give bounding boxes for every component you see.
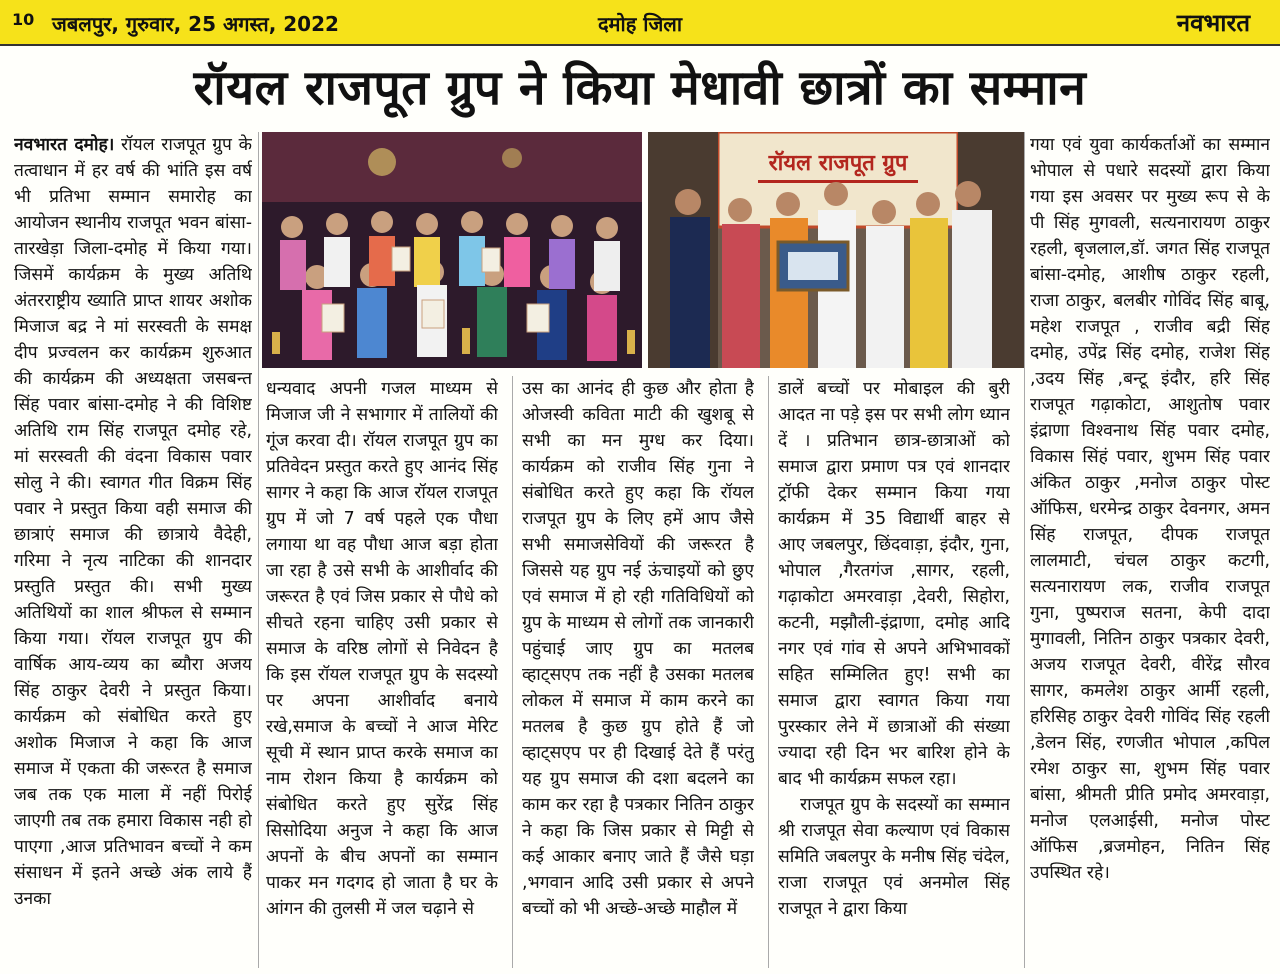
guests-photo-icon [648, 132, 1024, 368]
column-5-text: गया एवं युवा कार्यकर्ताओं का सम्मान भोपाल से पधारे सदस्यों द्वारा किया गया इस अवसर पर मुख्य रूप से के पी सिंह मुगवली, सत्यनारायण ठाकुर रहली, बृजलाल,डॉ. जगत सिंह राजपूत बांसा-दमोह, आशीष ठाकुर रहली, राजा ठाकुर, बलबीर गोविंद सिंह बाबू, महेश राजपूत , राजीव बद्री सिंह दमोह, उपेंद्र सिंह दमोह, राजेश सिंह ,उदय सिंह ,बन्टू इंदौर, हरि सिंह राजपूत गढ़ाकोटा, आशुतोष पवार इंद्राणा विश्वनाथ सिंह पवार दमोह, विकास सिंहं पवार, शुभम सिंह पवार अंकित ठाकुर ,मनोज ठाकुर पोस्ट ऑफिस, धरमेन्द्र ठाकुर देवनगर, अमन सिंह राजपूत, दीपक राजपूत लालमाटी, चंचल ठाकुर कटगी, सत्यनारायण लक, राजीव राजपूत गुना, पुष्पराज सतना, केपी दादा मुगावली, नितिन ठाकुर पत्रकार देवरी, अजय राजपूत देवरी, वीरेंद्र सौरव सागर, कमलेश ठाकुर आर्मी रहली, हरिसिह ठाकुर देवरी गोविंद सिंह रहली ,डेलन सिंह, रणजीत भोपाल ,कपिल रमेश ठाकुर सा, शुभम सिंह पवार बांसा, श्रीमती प्रीति प्रमोद अमरवाड़ा, मनोज एलआईसी, मनोज पोस्ट ऑफिस ,ब्रजमोहन, नितिन सिंह उपस्थित रहे। [1030, 135, 1270, 883]
column-2-text: धन्यवाद अपनी गजल माध्यम से मिजाज जी ने सभागार में तालियों की गूंज करवा दी। रॉयल राजपूत ग्रुप का प्रतिवेदन प्रस्तुत करते हुए आनंद सिंह सागर ने कहा कि आज रॉयल राजपूत ग्रुप में जो 7 वर्ष पहले एक पौधा लगाया था वह पौधा आज बड़ा होता जा रहा है उसे सभी के आशीर्वाद की जरूरत है एवं जिस प्रकार से पौधे को सीचते रहना चाहिए उसी प्रकार से समाज के वरिष्ठ लोगों से निवेदन है कि इस रॉयल राजपूत ग्रुप के सदस्यो पर अपना आशीर्वाद बनाये रखे,समाज के बच्चों ने आज मेरिट सूची में स्थान प्राप्त करके समाज का नाम रोशन किया है कार्यक्रम को संबोधित करते हुए सुरेंद्र सिंह सिसोदिया अनुज ने कहा कि आज अपनों के बीच अपनों का सम्मान पाकर मन गदगद हो जाता है घर के आंगन की तुलसी में जल चढ़ाने से [266, 379, 498, 919]
column-4-paragraph-2: राजपूत ग्रुप के सदस्यों का सम्मान श्री राजपूत सेवा कल्याण एवं विकास समिति जबलपुर के मनीष सिंह चंदेल, राजा राजपूत एवं अनमोल सिंह राजपूत ने द्वारा किया [778, 795, 1010, 919]
dateline: जबलपुर, गुरुवार, 25 अगस्त, 2022 [52, 12, 339, 36]
page-header [0, 0, 1280, 46]
photo-guests-presenting-memento [648, 132, 1024, 368]
article-column-1 [14, 132, 252, 968]
masthead-logo: नवभारत [1176, 9, 1250, 37]
column-4-text: डालें बच्चों पर मोबाइल की बुरी आदत ना पड़े इस पर सभी लोग ध्यान दें । प्रतिभान छात्र-छात्राओं को समाज द्वारा प्रमाण पत्र एवं शानदार ट्रॉफी देकर सम्मान किया गया कार्यक्रम में 35 विद्यार्थी बाहर से आए जबलपुर, छिंदवाड़ा, इंदौर, गुना, भोपाल ,गैरतगंज ,सागर, रहली, गढ़ाकोटा अमरवाड़ा ,देवरी, सिहोरा, कटनी, मझौली-इंद्राणा, दमोह आदि नगर एवं गांव से अपने अभिभावकों सहित सम्मिलित हुए! सभी का समाज द्वारा स्वागत किया गया पुरस्कार लेने में छात्राओं की संख्या ज्यादा रही दिन भर बारिश होने के बाद भी कार्यक्रम सफल रहा। [778, 379, 1010, 789]
column-rule [1024, 132, 1025, 968]
article-column-5 [1030, 132, 1270, 968]
article-column-2 [266, 376, 498, 968]
column-rule [768, 376, 769, 968]
column-rule [512, 376, 513, 968]
article-column-3 [522, 376, 754, 968]
byline: नवभारत दमोह। [14, 135, 115, 155]
photo-strip [262, 132, 1024, 368]
banner-text: रॉयल राजपूत ग्रुप [768, 151, 908, 176]
photo-students-with-trophies [262, 132, 642, 368]
section-title: दमोह जिला [597, 12, 683, 36]
headline: रॉयल राजपूत ग्रुप ने किया मेधावी छात्रों का सम्मान [193, 60, 1087, 116]
column-3-text: उस का आनंद ही कुछ और होता है ओजस्वी कविता माटी की खुशबू से सभी का मन मुग्ध कर दिया। कार्यक्रम को राजीव सिंह गुना ने संबोधित करते हुए कहा कि रॉयल राजपूत ग्रुप के लिए हमें आप जैसे सभी समाजसेवियों की जरूरत है जिससे यह ग्रुप नई ऊंचाइयों को छुए एवं समाज में हो रही गतिविधियों को ग्रुप के माध्यम से लोगों तक जानकारी पहुंचाई जाए ग्रुप का मतलब व्हाट्सएप तक नहीं है उसका मतलब लोकल में समाज में काम करने का मतलब है कुछ ग्रुप होते हैं जो व्हाट्सएप पर ही दिखाई देते हैं परंतु यह ग्रुप समाज की दशा बदलने का काम कर रहा है पत्रकार नितिन ठाकुर ने कहा कि जिस प्रकार से मिट्टी से कई आकार बनाए जाते हैं जैसे घड़ा ,भगवान आदि उसी प्रकार से अपने बच्चों को भी अच्छे-अच्छे माहौल में [522, 379, 754, 919]
students-photo-icon [262, 132, 642, 368]
article-column-4 [778, 376, 1010, 968]
column-rule [258, 132, 259, 968]
column-1-text: रॉयल राजपूत ग्रुप के तत्वाधान में हर वर्ष की भांति इस वर्ष भी प्रतिभा सम्मान समारोह का आयोजन स्थानीय राजपूत भवन बांसा-तारखेड़ा जिला-दमोह में किया गया। जिसमें कार्यक्रम के मुख्य अतिथि अंतरराष्ट्रीय ख्याति प्राप्त शायर अशोक मिजाज बद्र ने मां सरस्वती के समक्ष दीप प्रज्वलन कर कार्यक्रम शुरुआत की कार्यक्रम की अध्यक्षता जसबन्त सिंह पवार बांसा-दमोह ने की विशिष्ट अतिथि राम सिंह राजपूत दमोह रहे, मां सरस्वती की वंदना विकास पवार सोलु ने की। स्वागत गीत विक्रम सिंह पवार ने प्रस्तुत किया वही समाज की छात्राएं समाज की छात्राये वैदेही, गरिमा ने नृत्य नाटिका की शानदार प्रस्तुति प्रस्तुत की। सभी मुख्य अतिथियों का शाल श्रीफल से सम्मान किया गया। रॉयल राजपूत ग्रुप की वार्षिक आय-व्यय का ब्यौरा अजय सिंह ठाकुर देवरी ने प्रस्तुत किया। कार्यक्रम को संबोधित करते हुए अशोक मिजाज ने कहा कि आज समाज में एकता की जरूरत है समाज जब तक एक माला में नहीं पिरोई जाएगी तब तक हमारा विकास नही हो पाएगा ,आज प्रतिभावन बच्चों ने कम संसाधन में इतने अच्छे अंक लाये हैं उनका [14, 135, 252, 909]
page-number: 10 [12, 10, 35, 29]
